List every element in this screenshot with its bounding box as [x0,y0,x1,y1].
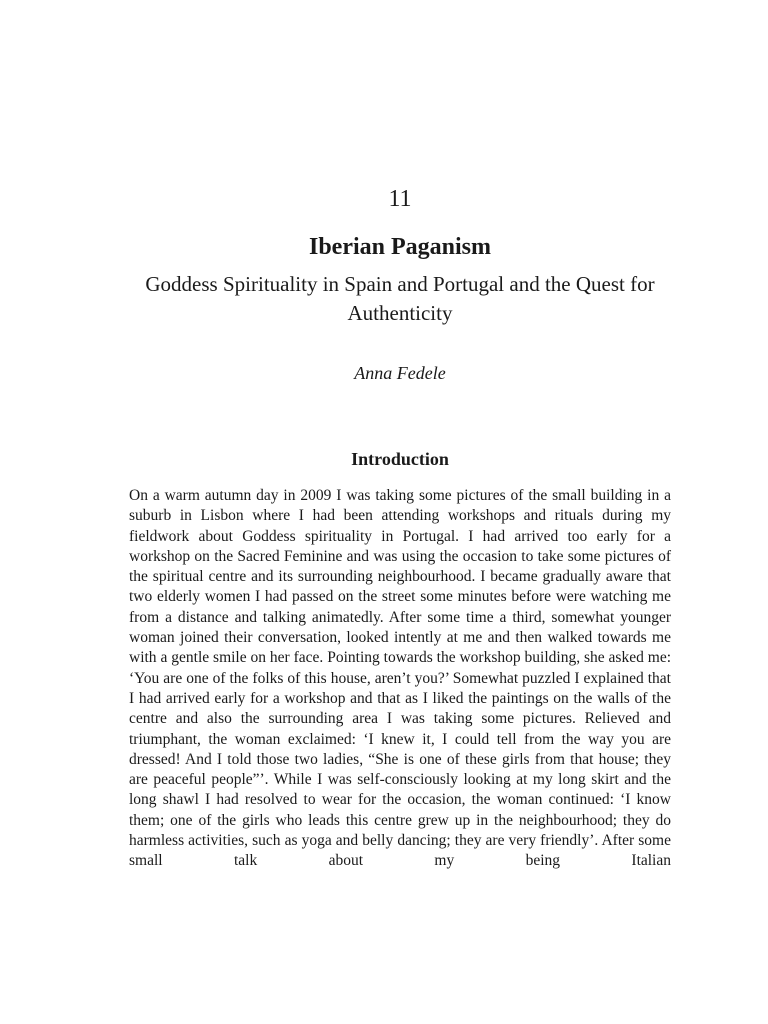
chapter-number: 11 [388,186,412,212]
section-heading: Introduction [351,449,449,469]
chapter-title: Iberian Paganism [308,234,491,260]
chapter-subtitle: Goddess Spirituality in Spain and Portugal and the Quest for Authenticity [145,272,655,325]
body-paragraph: On a warm autumn day in 2009 I was taking some pictures of the small building in a suburb in Lisbon where I had been attending workshops and rituals during my fieldwork about Goddess spirituality in Portugal. I had arrived too early for a workshop on the Sacred Feminine and was using the occasion to take some pictures of the spiritual centre and its surrounding neighbourhood. I became gradually aware that two elderly women I had passed on the street some minutes before were watching me from a distance and talking animatedly. After some time a third, somewhat younger woman joined their conversation, looked intently at me and then walked towards me with a gentle smile on her face. Pointing towards the workshop building, she asked me: ‘You are one of the folks of this house, aren’t you?’ Somewhat puzzled I explained that I had arrived early for a workshop and that as I liked the paintings on the walls of the centre and also the surrounding area I was taking some pictures. Relieved and triumphant, the woman exclaimed: ‘I knew it, I could tell from the way you are dressed! And I told those two ladies, “She is one of these girls from that house; they are peaceful people”’. While I was self-consciously looking at my long skirt and the long shawl I had resolved to wear for the occasion, the woman continued: ‘I know them; one of the girls who leads this centre grew up in the neighbourhood; they do harmless activities, such as yoga and belly dancing; they are very friendly’. After some small talk about my being Italian [129,487,671,870]
author-name: Anna Fedele [354,363,446,383]
